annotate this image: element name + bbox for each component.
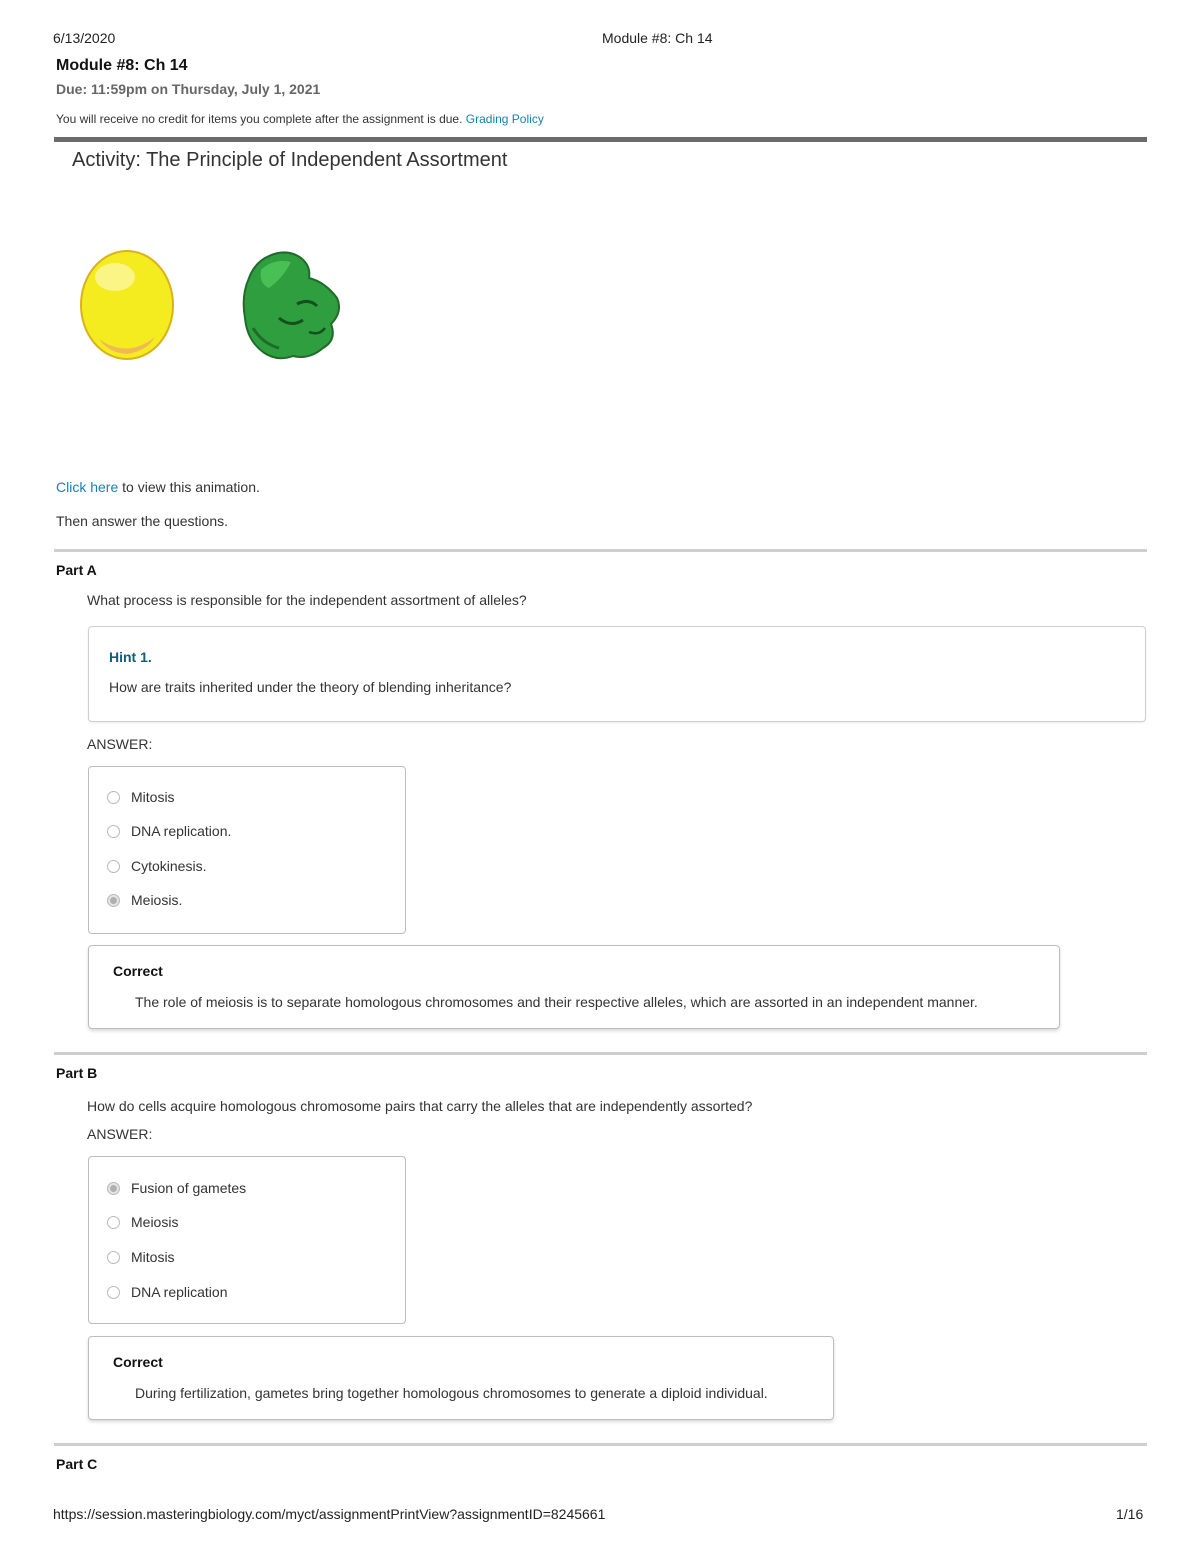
print-date: 6/13/2020: [53, 30, 116, 46]
option-label: Mitosis: [131, 1249, 175, 1265]
part-b-question: How do cells acquire homologous chromosome pairs that carry the alleles that are independently assorted?: [87, 1098, 753, 1114]
option-label: Meiosis: [131, 1214, 179, 1230]
part-c-divider: [54, 1443, 1147, 1446]
part-b-option-dna-replication[interactable]: [107, 1284, 228, 1300]
part-a-divider: [54, 549, 1147, 552]
radio-icon[interactable]: [107, 1251, 120, 1264]
part-a-option-meiosis[interactable]: [107, 892, 182, 908]
header-divider: [54, 137, 1147, 142]
part-a-option-dna-replication[interactable]: [107, 823, 231, 839]
radio-icon[interactable]: [107, 1216, 120, 1229]
option-label: DNA replication.: [131, 823, 232, 839]
part-a-answer-box: [88, 766, 406, 934]
yellow-round-pea-icon: [77, 247, 177, 364]
radio-icon[interactable]: [107, 1286, 120, 1299]
green-wrinkled-pea-icon: [239, 248, 343, 364]
radio-icon[interactable]: [107, 825, 120, 838]
radio-icon[interactable]: [107, 860, 120, 873]
option-label: Mitosis: [131, 789, 175, 805]
credit-notice-text: You will receive no credit for items you complete after the assignment is due.: [56, 112, 463, 126]
part-b-option-meiosis[interactable]: [107, 1214, 178, 1230]
hint-title[interactable]: Hint 1.: [109, 649, 152, 665]
hint-text: How are traits inherited under the theory of blending inheritance?: [109, 679, 512, 695]
click-here-link[interactable]: Click here: [56, 479, 119, 495]
animation-instruction: [56, 479, 260, 495]
part-a-option-mitosis[interactable]: [107, 789, 175, 805]
part-b-feedback-box: [88, 1336, 834, 1420]
part-b-answer-box: [88, 1156, 406, 1324]
part-a-question: What process is responsible for the independent assortment of alleles?: [87, 592, 527, 608]
print-page-number: 1/16: [1116, 1506, 1144, 1522]
feedback-text: The role of meiosis is to separate homologous chromosomes and their respective alleles, which are assorted in an independent manner.: [135, 994, 978, 1010]
part-a-feedback-box: [88, 945, 1060, 1029]
then-answer-text: Then answer the questions.: [56, 513, 228, 529]
part-b-option-fusion-of-gametes[interactable]: [107, 1180, 246, 1196]
option-label: Fusion of gametes: [131, 1180, 247, 1196]
activity-title: Activity: The Principle of Independent Assortment: [72, 149, 508, 171]
feedback-title: Correct: [113, 963, 163, 979]
part-b-label: Part B: [56, 1065, 98, 1081]
option-label: DNA replication: [131, 1284, 228, 1300]
radio-icon[interactable]: [107, 894, 120, 907]
print-footer-url: https://session.masteringbiology.com/myct/assignmentPrintView?assignmentID=8245661: [53, 1506, 606, 1522]
due-date: Due: 11:59pm on Thursday, July 1, 2021: [56, 81, 321, 97]
feedback-text: During fertilization, gametes bring together homologous chromosomes to generate a diploid individual.: [135, 1385, 768, 1401]
assignment-title: Module #8: Ch 14: [56, 57, 188, 74]
grading-policy-link[interactable]: Grading Policy: [465, 112, 544, 126]
part-a-option-cytokinesis[interactable]: [107, 858, 206, 874]
part-c-label: Part C: [56, 1456, 98, 1472]
feedback-title: Correct: [113, 1354, 163, 1370]
part-a-hint-box: [88, 626, 1146, 722]
radio-icon[interactable]: [107, 1182, 120, 1195]
print-title: Module #8: Ch 14: [602, 30, 713, 46]
option-label: Cytokinesis.: [131, 858, 207, 874]
part-b-answer-label: ANSWER:: [87, 1126, 153, 1142]
option-label: Meiosis.: [131, 892, 183, 908]
part-b-option-mitosis[interactable]: [107, 1249, 175, 1265]
part-a-label: Part A: [56, 562, 97, 578]
radio-icon[interactable]: [107, 791, 120, 804]
credit-notice: [56, 112, 544, 126]
part-a-answer-label: ANSWER:: [87, 736, 153, 752]
part-b-divider: [54, 1052, 1147, 1055]
click-here-rest: to view this animation.: [118, 479, 260, 495]
